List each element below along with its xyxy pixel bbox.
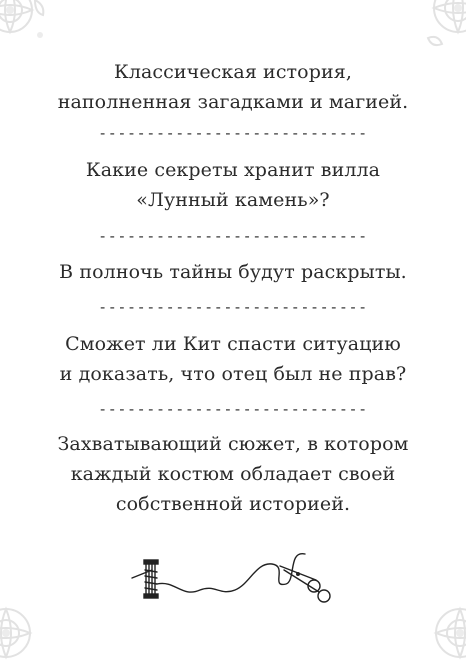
paragraph-kit [0,329,466,389]
dashed-divider: ---------------------------- [98,124,368,142]
text-line: Какие секреты хранит вилла [85,159,381,181]
dashed-divider: ---------------------------- [98,400,368,418]
paragraph-plot [0,429,466,519]
text-line: Классическая история, [114,61,352,83]
floral-ornament-icon [0,573,66,663]
text-line: наполненная загадками и магией. [57,91,409,113]
text-line: В полночь тайны будут раскрыты. [59,261,407,283]
text-line: каждый костюм обладает своей [70,463,396,485]
dashed-divider: ---------------------------- [98,227,368,245]
text-line: Сможет ли Кит спасти ситуацию [65,333,401,355]
paragraph-intro [0,57,466,117]
text-line: собственной историей. [115,493,351,515]
thread-spool-and-scissors-icon [120,540,346,618]
paragraph-midnight [0,257,466,287]
dashed-divider: ---------------------------- [98,298,368,316]
floral-ornament-icon [400,573,466,663]
text-line: «Лунный камень»? [136,189,330,211]
text-line: Захватывающий сюжет, в котором [57,433,409,455]
text-line: и доказать, что отец был не прав? [59,363,407,385]
paragraph-secrets [0,155,466,215]
